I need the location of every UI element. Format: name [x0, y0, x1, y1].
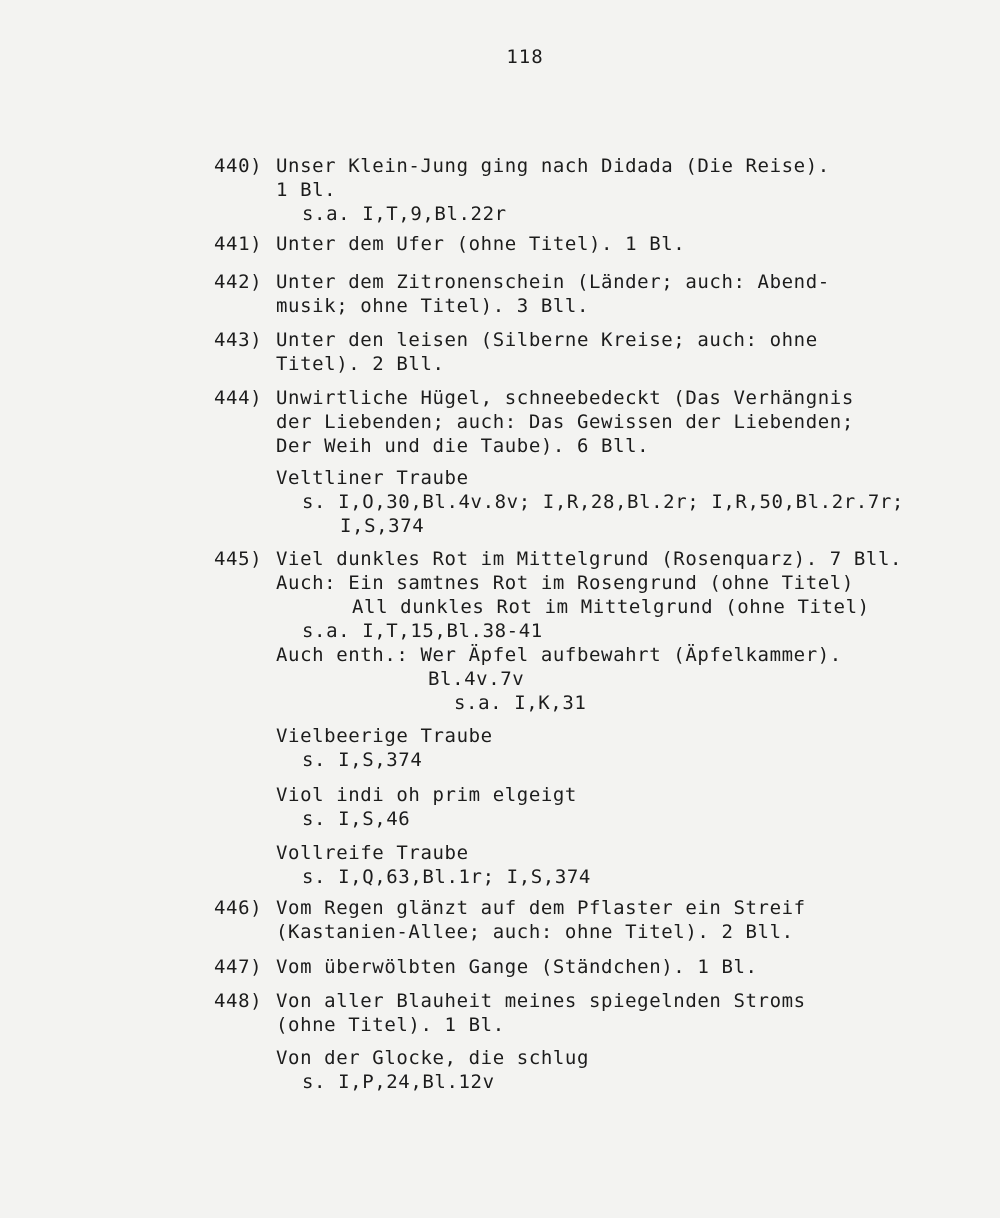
entry-reference: s. I,S,46: [302, 808, 411, 830]
entry-title: Unser Klein-Jung ging nach Didada (Die Reise).: [276, 155, 830, 177]
entry-number: 446): [214, 897, 263, 919]
entry-title: Viel dunkles Rot im Mittelgrund (Rosenquarz). 7 Bll.: [276, 548, 903, 570]
entry-title: Unwirtliche Hügel, schneebedeckt (Das Verhängnis: [276, 387, 854, 409]
entry-line: Auch: Ein samtnes Rot im Rosengrund (ohne Titel): [276, 572, 854, 594]
entry-line: Titel). 2 Bll.: [276, 353, 445, 375]
entry-line: der Liebenden; auch: Das Gewissen der Liebenden;: [276, 411, 854, 433]
entry-reference: s.a. I,T,9,Bl.22r: [302, 203, 507, 225]
entry-title: Unter dem Ufer (ohne Titel). 1 Bl.: [276, 233, 686, 255]
entry-title: Unter den leisen (Silberne Kreise; auch: ohne: [276, 329, 818, 351]
entry-title: Vom überwölbten Gange (Ständchen). 1 Bl.: [276, 956, 758, 978]
entry-title: Veltliner Traube: [276, 467, 469, 489]
entry-title: Viol indi oh prim elgeigt: [276, 784, 577, 806]
entry-line: (ohne Titel). 1 Bl.: [276, 1014, 505, 1036]
entry-title: Vielbeerige Traube: [276, 725, 493, 747]
entry-title: Unter dem Zitronenschein (Länder; auch: Abend-: [276, 271, 830, 293]
entry-line: musik; ohne Titel). 3 Bll.: [276, 295, 590, 317]
entry-title: Von der Glocke, die schlug: [276, 1047, 590, 1069]
entry-line: Der Weih und die Taube). 6 Bll.: [276, 435, 650, 457]
entry-number: 445): [214, 548, 263, 570]
entry-title: Von aller Blauheit meines spiegelnden Stroms: [276, 990, 806, 1012]
entry-reference: s. I,P,24,Bl.12v: [302, 1071, 495, 1093]
entry-title: Vollreife Traube: [276, 842, 469, 864]
entry-line: 1 Bl.: [276, 179, 337, 201]
entry-reference: s.a. I,K,31: [454, 692, 587, 714]
entry-number: 444): [214, 387, 263, 409]
entry-number: 442): [214, 271, 263, 293]
entry-reference: I,S,374: [340, 515, 425, 537]
entry-line: All dunkles Rot im Mittelgrund (ohne Titel): [352, 596, 870, 618]
entry-line: (Kastanien-Allee; auch: ohne Titel). 2 Bll.: [276, 921, 794, 943]
entry-line: Bl.4v.7v: [428, 668, 525, 690]
entry-number: 447): [214, 956, 263, 978]
entry-line: Auch enth.: Wer Äpfel aufbewahrt (Äpfelkammer).: [276, 644, 842, 666]
entry-reference: s. I,Q,63,Bl.1r; I,S,374: [302, 866, 591, 888]
entry-number: 441): [214, 233, 263, 255]
entry-title: Vom Regen glänzt auf dem Pflaster ein Streif: [276, 897, 806, 919]
entry-reference: s. I,O,30,Bl.4v.8v; I,R,28,Bl.2r; I,R,50,Bl.2r.7r;: [302, 491, 904, 513]
entry-reference: s. I,S,374: [302, 749, 423, 771]
entry-number: 443): [214, 329, 263, 351]
entry-reference: s.a. I,T,15,Bl.38-41: [302, 620, 543, 642]
page-number: 118: [506, 46, 544, 68]
entry-number: 448): [214, 990, 263, 1012]
entry-number: 440): [214, 155, 263, 177]
